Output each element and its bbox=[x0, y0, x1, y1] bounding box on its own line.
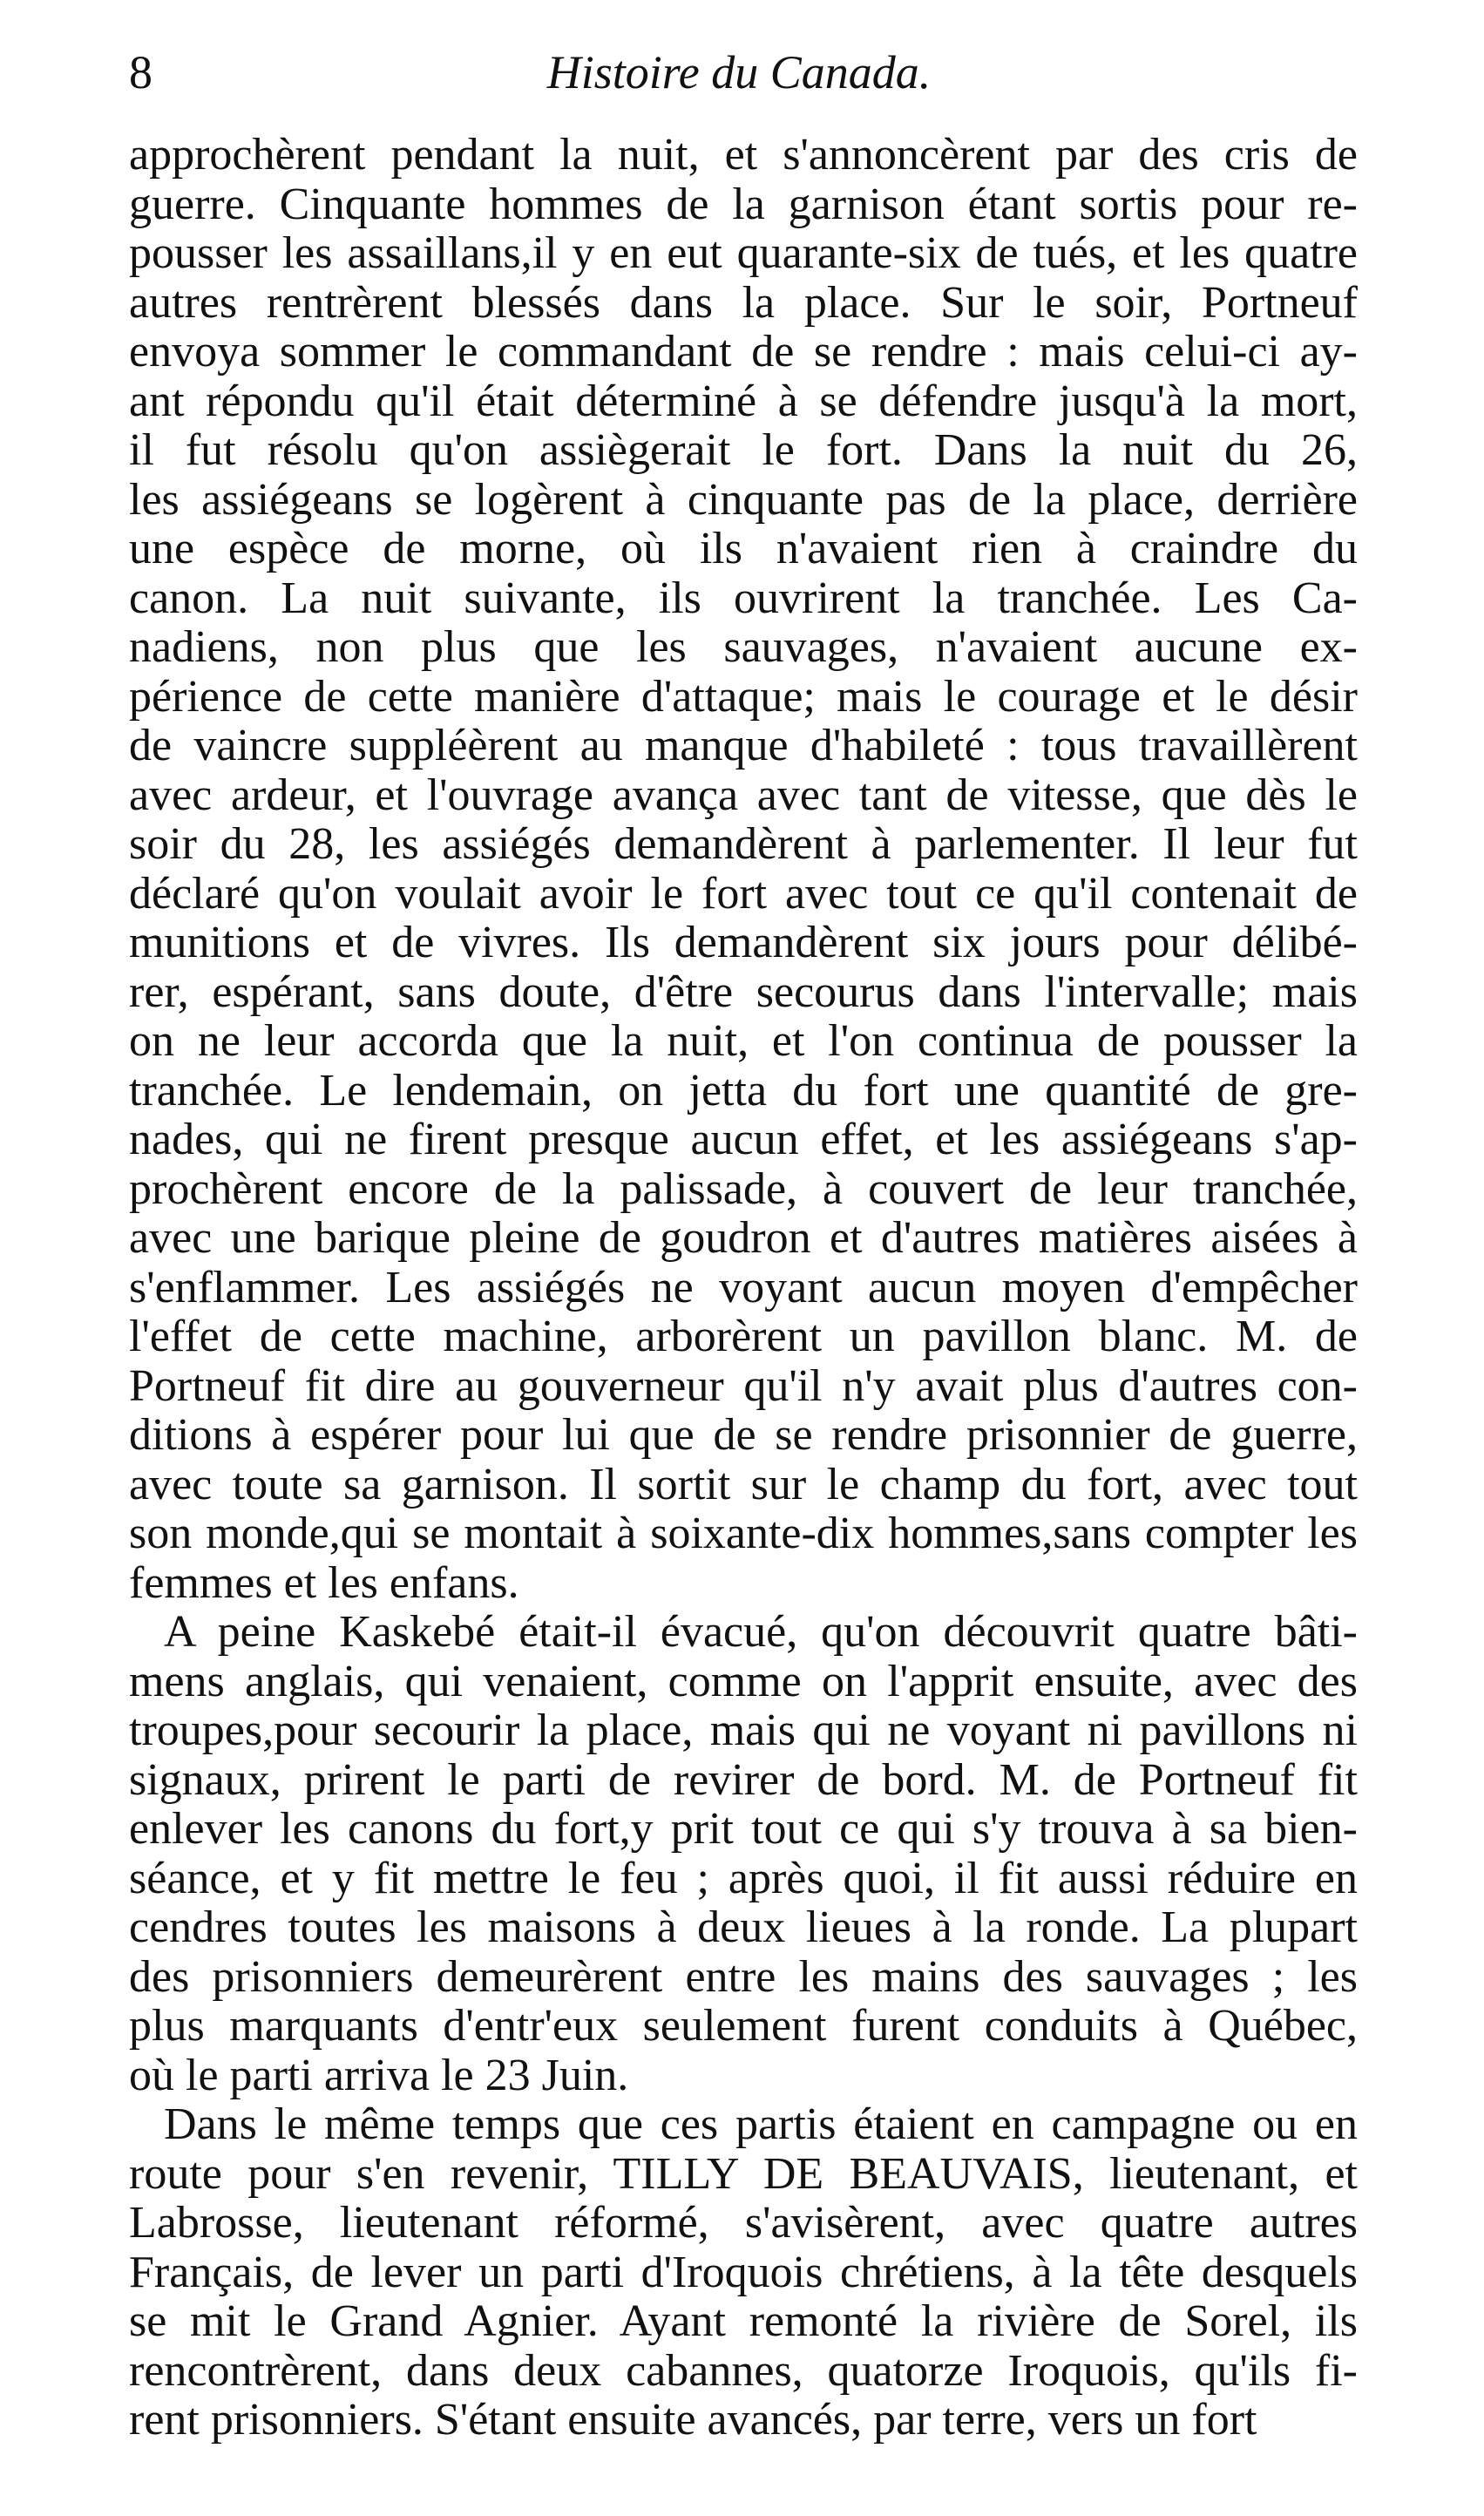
paragraph bbox=[129, 131, 1358, 1608]
text-line: prochèrent encore de la palissade, à couvert de leur tranchée, bbox=[129, 1164, 1358, 1214]
text-line: avec une barique pleine de goudron et d'autres matières aisées à bbox=[129, 1214, 1358, 1263]
running-title: Histoire du Canada. bbox=[546, 46, 932, 98]
text-line: mens anglais, qui venaient, comme on l'apprit ensuite, avec des bbox=[129, 1657, 1358, 1706]
text-line: enlever les canons du fort,y prit tout ce qui s'y trouva à sa bien- bbox=[129, 1805, 1358, 1854]
text-line: périence de cette manière d'attaque; mais le courage et le désir bbox=[129, 672, 1358, 722]
text-line: avec ardeur, et l'ouvrage avança avec tant de vitesse, que dès le bbox=[129, 770, 1358, 820]
page-number: 8 bbox=[129, 46, 152, 98]
text-line: Français, de lever un parti d'Iroquois chrétiens, à la tête desquels bbox=[129, 2248, 1358, 2297]
text-line: soir du 28, les assiégés demandèrent à parlementer. Il leur fut bbox=[129, 820, 1358, 869]
text-line: Labrosse, lieutenant réformé, s'avisèrent, avec quatre autres bbox=[129, 2199, 1358, 2248]
text-line: rent prisonniers. S'étant ensuite avancés, par terre, vers un fort bbox=[129, 2396, 1257, 2445]
paragraph bbox=[129, 2100, 1358, 2445]
text-line: Dans le même temps que ces partis étaient en campagne ou en bbox=[164, 2100, 1358, 2149]
text-line: de vaincre suppléèrent au manque d'habileté : tous travaillèrent bbox=[129, 722, 1358, 770]
text-line: nadiens, non plus que les sauvages, n'avaient aucune ex- bbox=[129, 623, 1358, 672]
text-line: ditions à espérer pour lui que de se rendre prisonnier de guerre, bbox=[129, 1411, 1358, 1460]
text-line: une espèce de morne, où ils n'avaient rien à craindre du bbox=[129, 525, 1358, 573]
text-line: rencontrèrent, dans deux cabannes, quatorze Iroquois, qu'ils fi- bbox=[129, 2346, 1358, 2396]
text-line: rer, espérant, sans doute, d'être secourus dans l'intervalle; mais bbox=[129, 967, 1358, 1017]
text-line: des prisonniers demeurèrent entre les mains des sauvages ; les bbox=[129, 1952, 1358, 2002]
text-line: Portneuf fit dire au gouverneur qu'il n'y avait plus d'autres con- bbox=[129, 1361, 1358, 1411]
text-line: on ne leur accorda que la nuit, et l'on continua de pousser la bbox=[129, 1017, 1358, 1066]
text-line: A peine Kaskebé était-il évacué, qu'on découvrit quatre bâti- bbox=[164, 1608, 1358, 1657]
text-line: l'effet de cette machine, arborèrent un pavillon blanc. M. de bbox=[129, 1312, 1358, 1361]
text-line: approchèrent pendant la nuit, et s'annoncèrent par des cris de bbox=[129, 131, 1358, 180]
text-line: les assiégeans se logèrent à cinquante pas de la place, derrière bbox=[129, 475, 1358, 525]
text-line: femmes et les enfans. bbox=[129, 1558, 519, 1608]
text-line: se mit le Grand Agnier. Ayant remonté la rivière de Sorel, ils bbox=[129, 2297, 1358, 2346]
text-line: canon. La nuit suivante, ils ouvrirent la tranchée. Les Ca- bbox=[129, 573, 1358, 623]
text-line: autres rentrèrent blessés dans la place. Sur le soir, Portneuf bbox=[129, 278, 1358, 328]
text-line: son monde,qui se montait à soixante-dix hommes,sans compter les bbox=[129, 1509, 1358, 1558]
text-line: s'enflammer. Les assiégés ne voyant aucun moyen d'empêcher bbox=[129, 1263, 1358, 1312]
text-line: avec toute sa garnison. Il sortit sur le champ du fort, avec tout bbox=[129, 1460, 1358, 1509]
text-line: où le parti arriva le 23 Juin. bbox=[129, 2051, 629, 2100]
text-line: il fut résolu qu'on assiègerait le fort. Dans la nuit du 26, bbox=[129, 426, 1358, 475]
text-line: cendres toutes les maisons à deux lieues à la ronde. La plupart bbox=[129, 1903, 1358, 1952]
text-line: troupes,pour secourir la place, mais qui ne voyant ni pavillons ni bbox=[129, 1706, 1358, 1755]
text-line: signaux, prirent le parti de revirer de bord. M. de Portneuf fit bbox=[129, 1755, 1358, 1805]
text-line: route pour s'en revenir, TILLY DE BEAUVAIS, lieutenant, et bbox=[129, 2149, 1358, 2199]
text-line: ant répondu qu'il était déterminé à se défendre jusqu'à la mort, bbox=[129, 376, 1358, 426]
text-line: munitions et de vivres. Ils demandèrent six jours pour délibé- bbox=[129, 919, 1358, 967]
body-text bbox=[129, 131, 1358, 2445]
text-line: tranchée. Le lendemain, on jetta du fort une quantité de gre- bbox=[129, 1066, 1358, 1116]
text-line: nades, qui ne firent presque aucun effet, et les assiégeans s'ap- bbox=[129, 1116, 1358, 1164]
paragraph bbox=[129, 1608, 1358, 2100]
text-line: plus marquants d'entr'eux seulement furent conduits à Québec, bbox=[129, 2002, 1358, 2051]
text-line: séance, et y fit mettre le feu ; après quoi, il fit aussi réduire en bbox=[129, 1854, 1358, 1903]
text-line: déclaré qu'on voulait avoir le fort avec tout ce qu'il contenait de bbox=[129, 869, 1358, 919]
text-line: pousser les assaillans,il y en eut quarante-six de tués, et les quatre bbox=[129, 229, 1358, 278]
text-line: envoya sommer le commandant de se rendre : mais celui-ci ay- bbox=[129, 328, 1358, 376]
text-line: guerre. Cinquante hommes de la garnison étant sortis pour re- bbox=[129, 180, 1358, 229]
page-header bbox=[129, 42, 1349, 103]
